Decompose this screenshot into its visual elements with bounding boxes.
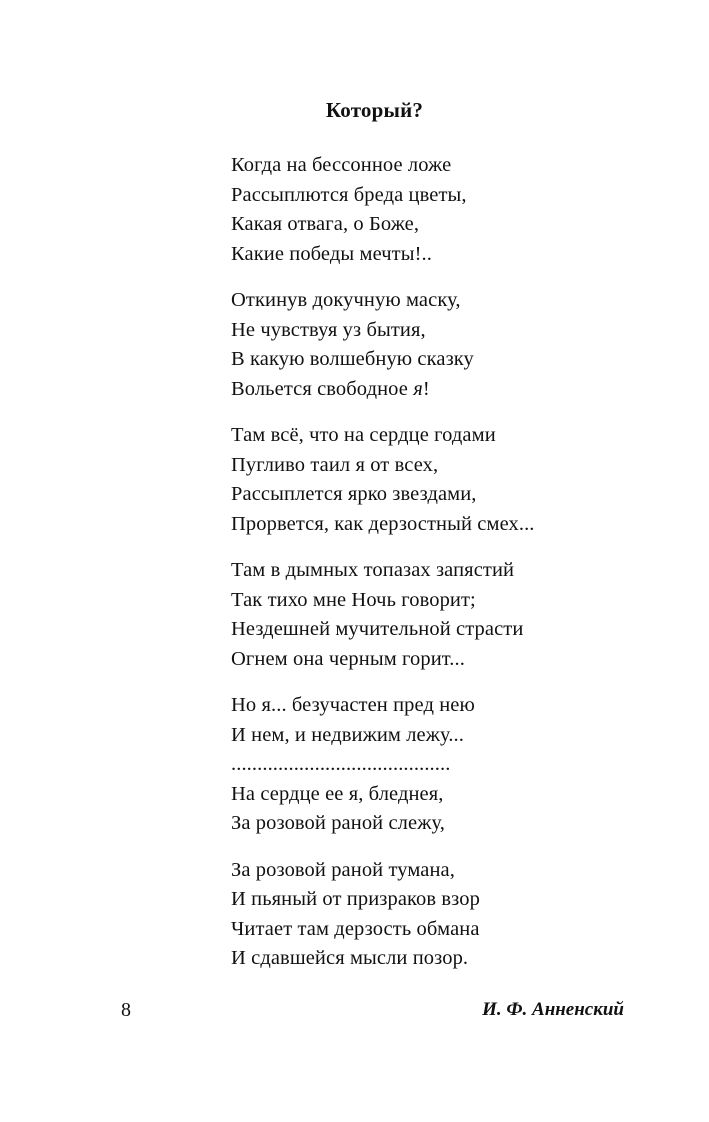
stanza-separator [231, 839, 535, 856]
stanza-separator [231, 539, 535, 556]
poem-line: И сдавшейся мысли позор. [231, 947, 469, 969]
page-number: 8 [121, 999, 131, 1021]
poem-line: Когда на бессонное ложе [231, 154, 452, 176]
poem-line: Там в дымных топазах запястий [231, 559, 515, 581]
poem-body [231, 151, 535, 974]
poem-line: Рассыплются бреда цветы, [231, 183, 467, 206]
poem-line: И пьяный от призраков взор [231, 888, 480, 910]
poem-line: Так тихо мне Ночь говорит; [231, 588, 476, 611]
stanza-3 [231, 421, 535, 539]
poem-line: За розовой раной слежу, [231, 812, 445, 834]
poem-line: Там всё, что на сердце годами [231, 424, 496, 446]
line-text: Вольется свободное [231, 377, 414, 400]
line-text: ! [422, 377, 430, 400]
stanza-6 [231, 856, 535, 974]
poem-line: И нем, и недвижим лежу... [231, 723, 464, 746]
poem-line: Пугливо таил я от всех, [231, 453, 439, 476]
poem-title: Который? [325, 98, 424, 122]
poem-line [231, 375, 535, 405]
poem-line: Рассыплется ярко звездами, [231, 483, 477, 505]
stanza-separator [231, 269, 535, 286]
poem-line: Но я... безучастен пред нею [231, 694, 475, 716]
poem-line: Огнем она черным горит... [231, 647, 465, 670]
stanza-4 [231, 556, 535, 674]
author-name: И. Ф. Анненский [482, 999, 624, 1020]
poem-line: В какую волшебную сказку [231, 348, 474, 370]
poem-line: За розовой раной тумана, [231, 858, 455, 881]
stanza-2 [231, 286, 535, 404]
poem-line: Нездешней мучительной страсти [231, 618, 524, 640]
dotted-ellipsis-line: .......................................... [231, 753, 451, 775]
poem-line: Откинув докучную маску, [231, 289, 461, 311]
poem-line: На сердце ее я, бледнея, [231, 782, 444, 805]
poem-line: Какая отвага, о Боже, [231, 213, 420, 235]
poem-line: Прорвется, как дерзостный смех... [231, 512, 535, 535]
italic-word: я [413, 377, 423, 400]
poem-line: Читает там дерзость обмана [231, 917, 480, 940]
stanza-separator [231, 674, 535, 691]
stanza-1 [231, 151, 535, 269]
poem-line: Какие победы мечты!.. [231, 242, 432, 265]
poem-line: Не чувствуя уз бытия, [231, 318, 426, 341]
stanza-separator [231, 404, 535, 421]
stanza-5 [231, 691, 535, 839]
